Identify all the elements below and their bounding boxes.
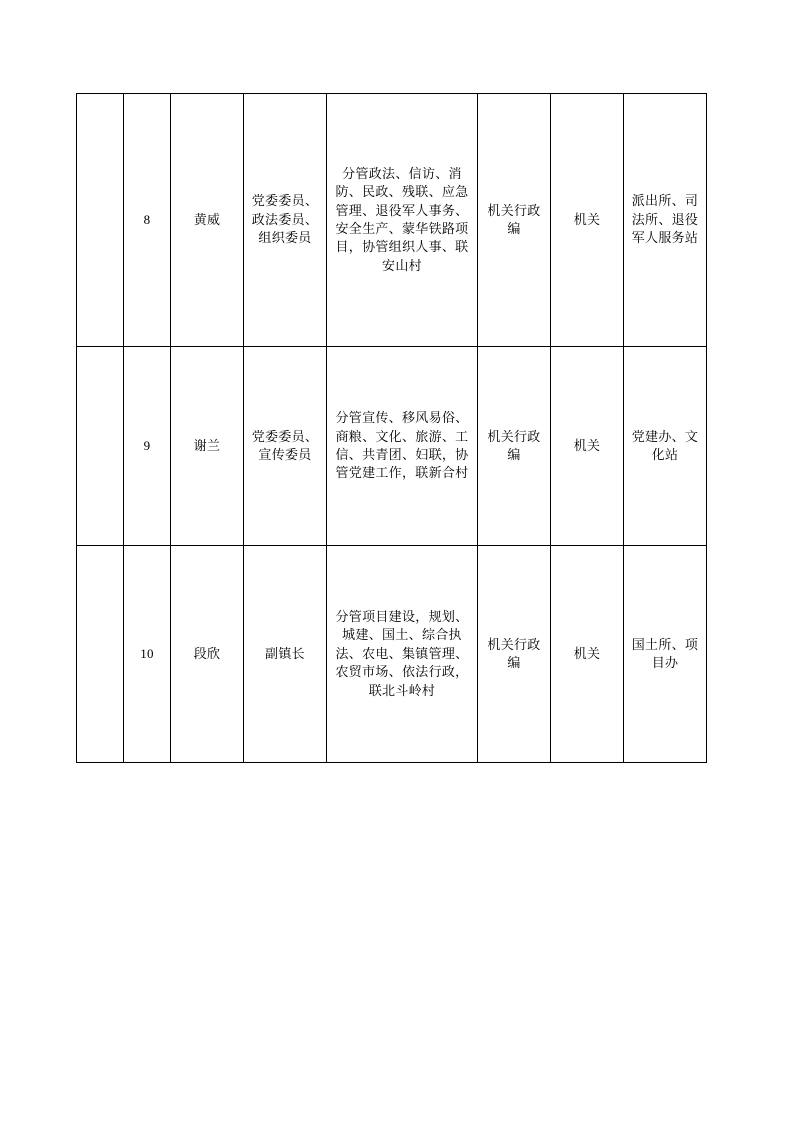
cell-establishment: 机关行政编 [478,347,551,546]
cell-index: 8 [124,94,171,347]
row-spacer-cell [77,347,124,546]
cell-office: 党建办、文化站 [624,347,707,546]
row-spacer-cell [77,546,124,763]
cell-duty: 分管政法、信访、消防、民政、残联、应急管理、退役军人事务、安全生产、蒙华铁路项目，协管组织人事、联安山村 [327,94,478,347]
cell-post: 党委委员、宣传委员 [244,347,327,546]
cell-unit: 机关 [551,94,624,347]
table-row [77,347,707,546]
cell-index: 10 [124,546,171,763]
cell-post: 副镇长 [244,546,327,763]
cell-office: 派出所、司法所、退役军人服务站 [624,94,707,347]
cell-name: 段欣 [171,546,244,763]
cell-index: 9 [124,347,171,546]
leadership-duty-table [76,93,707,763]
cell-post: 党委委员、政法委员、组织委员 [244,94,327,347]
cell-name: 谢兰 [171,347,244,546]
cell-establishment: 机关行政编 [478,546,551,763]
cell-name: 黄威 [171,94,244,347]
table-row [77,94,707,347]
cell-office: 国土所、项目办 [624,546,707,763]
cell-duty: 分管项目建设，规划、城建、国土、综合执法、农电、集镇管理、农贸市场、依法行政，联北斗岭村 [327,546,478,763]
cell-unit: 机关 [551,347,624,546]
table-body [77,94,707,763]
cell-duty: 分管宣传、移风易俗、商粮、文化、旅游、工信、共青团、妇联，协管党建工作，联新合村 [327,347,478,546]
table-row [77,546,707,763]
cell-establishment: 机关行政编 [478,94,551,347]
row-spacer-cell [77,94,124,347]
cell-unit: 机关 [551,546,624,763]
